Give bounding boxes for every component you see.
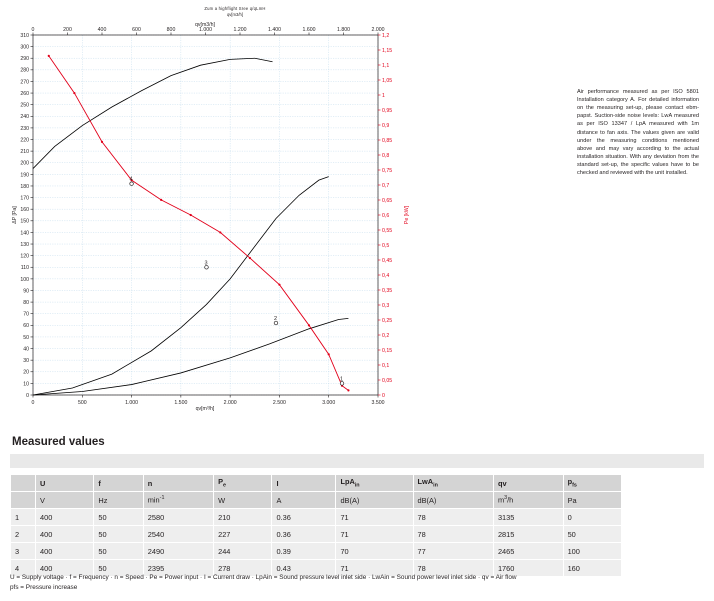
svg-text:1.000: 1.000 (199, 27, 212, 33)
svg-text:200: 200 (63, 27, 72, 33)
cell-i: 0.36 (272, 526, 336, 543)
header-cell-index (11, 475, 36, 492)
cell-lpa: 71 (336, 526, 413, 543)
curves (33, 55, 350, 395)
cell-n: 2580 (143, 509, 213, 526)
svg-text:0: 0 (26, 392, 29, 399)
svg-text:280: 280 (20, 67, 29, 74)
section-divider (10, 454, 704, 468)
operating-point-label: 1 (339, 376, 344, 383)
svg-text:1: 1 (382, 92, 385, 99)
svg-text:1.500: 1.500 (174, 400, 188, 406)
svg-text:0,05: 0,05 (382, 377, 393, 384)
x-axis-label: qv[m³/h] (195, 406, 215, 412)
measurement-note: Air performance measured as per ISO 5801 Installation category A. For detailed information on the measuring set-up, please contact ebm-papst. Suction-side noise levels: LwA measured as per ISO 13347 / LpA measured with 1m distance to fan axis. The values given are valid under the measuring conditions mentioned above and may vary according to the actual installation situation. With any deviation from the standard set-up, the specific values have to be checked and reviewed with the unit installed. (577, 89, 699, 177)
header-cell-pe: $P_e$ (214, 475, 272, 492)
svg-text:0: 0 (31, 27, 35, 33)
measured-values-section (10, 436, 704, 577)
cell-n: 2490 (143, 543, 213, 560)
cell-pe: 244 (214, 543, 272, 560)
svg-text:1.000: 1.000 (125, 400, 139, 406)
cell-n: 2395 (143, 560, 213, 577)
svg-text:230: 230 (20, 125, 29, 132)
cell-lpa: 71 (336, 509, 413, 526)
chart-title: Zum a highflight Sree q/qLmH (204, 6, 266, 11)
operating-point-label: 3 (204, 260, 208, 267)
svg-text:0,7: 0,7 (382, 182, 390, 189)
cell-u: 400 (36, 526, 94, 543)
svg-text:70: 70 (23, 311, 29, 318)
cell-lpa: 71 (336, 560, 413, 577)
header-cell-lwa: LwA$_{in}$ (413, 475, 493, 492)
operating-point-label: 2 (273, 316, 278, 322)
svg-text:600: 600 (132, 27, 141, 33)
cell-lpa: 70 (336, 543, 413, 560)
svg-text:50: 50 (23, 334, 29, 341)
cell-u: 400 (36, 560, 94, 577)
cell-f: 50 (94, 509, 143, 526)
svg-text:0,15: 0,15 (382, 347, 393, 354)
y-axis-label-right: Pe [kW] (404, 205, 410, 225)
cell-index: 3 (11, 543, 36, 560)
table-row (11, 526, 622, 543)
svg-text:1,1: 1,1 (382, 62, 390, 69)
axis-left (20, 33, 33, 399)
cell-qv: 1760 (493, 560, 563, 577)
svg-text:220: 220 (20, 137, 29, 144)
power-curve (49, 56, 349, 390)
svg-text:0,8: 0,8 (382, 152, 390, 159)
operating-point-label: 4 (129, 176, 133, 183)
cell-pe: 227 (214, 526, 272, 543)
footnote-line-2: pfs = Pressure increase (10, 583, 78, 591)
svg-text:0,85: 0,85 (382, 137, 393, 144)
svg-text:90: 90 (23, 288, 29, 295)
svg-text:3.500: 3.500 (371, 400, 385, 406)
unit-cell-lwa: dB(A) (413, 492, 493, 509)
table-units-row (11, 492, 622, 509)
svg-text:0,95: 0,95 (382, 107, 393, 114)
svg-text:0,4: 0,4 (382, 272, 390, 279)
svg-text:140: 140 (20, 230, 29, 237)
svg-text:60: 60 (23, 323, 29, 330)
svg-text:2.000: 2.000 (371, 27, 385, 33)
svg-text:10: 10 (23, 381, 29, 388)
cell-lwa: 78 (413, 560, 493, 577)
cell-pfs: 100 (563, 543, 621, 560)
cell-i: 0.43 (272, 560, 336, 577)
axis-top (32, 27, 385, 35)
svg-text:0,9: 0,9 (382, 122, 390, 129)
svg-text:210: 210 (20, 149, 29, 156)
svg-text:0,3: 0,3 (382, 302, 390, 309)
table-footnote (10, 573, 704, 593)
svg-text:0,45: 0,45 (382, 257, 393, 264)
pressure-curve-upper (33, 58, 273, 168)
svg-text:180: 180 (20, 183, 29, 190)
svg-text:0,65: 0,65 (382, 197, 393, 204)
svg-text:0,35: 0,35 (382, 287, 393, 294)
svg-text:0,1: 0,1 (382, 362, 390, 369)
cell-qv: 2465 (493, 543, 563, 560)
cell-pfs: 160 (563, 560, 621, 577)
pressure-curve-lower (33, 318, 348, 395)
grid-vertical (33, 35, 378, 395)
cell-pe: 278 (214, 560, 272, 577)
unit-cell-pe: W (214, 492, 272, 509)
svg-text:120: 120 (20, 253, 29, 260)
svg-text:200: 200 (20, 160, 29, 167)
svg-text:0,5: 0,5 (382, 242, 390, 249)
cell-qv: 3135 (493, 509, 563, 526)
svg-text:1,2: 1,2 (382, 32, 390, 39)
header-cell-i: I (272, 475, 336, 492)
cell-i: 0.39 (272, 543, 336, 560)
operating-points (130, 177, 344, 386)
svg-text:40: 40 (23, 346, 29, 353)
table-row (11, 509, 622, 526)
footnote-line-1: U = Supply voltage · f = Frequency · n = Speed · Pe = Power input · I = Current draw · LpAin = Sound pressure level inlet side · LwAin = Sound power level inlet side · qv = Air flow (10, 574, 517, 581)
cell-lwa: 78 (413, 526, 493, 543)
header-cell-n: n (143, 475, 213, 492)
svg-text:250: 250 (20, 102, 29, 109)
cell-lwa: 77 (413, 543, 493, 560)
cell-pfs: 50 (563, 526, 621, 543)
svg-text:1.400: 1.400 (268, 27, 281, 33)
svg-text:130: 130 (20, 241, 29, 248)
svg-text:80: 80 (23, 299, 29, 306)
svg-text:160: 160 (20, 207, 29, 214)
svg-text:0,6: 0,6 (382, 212, 390, 219)
cell-index: 4 (11, 560, 36, 577)
svg-text:0,55: 0,55 (382, 227, 393, 234)
cell-f: 50 (94, 526, 143, 543)
svg-text:260: 260 (20, 90, 29, 97)
grid-horizontal (33, 35, 378, 395)
svg-text:3.000: 3.000 (322, 400, 336, 406)
svg-text:2.000: 2.000 (223, 400, 237, 406)
unit-cell-n: $\min^{-1}$ (143, 492, 213, 509)
svg-text:1.800: 1.800 (337, 27, 350, 33)
measured-values-table (10, 474, 622, 577)
unit-cell-i: A (272, 492, 336, 509)
table-row (11, 543, 622, 560)
svg-text:0: 0 (31, 400, 35, 406)
svg-text:30: 30 (23, 358, 29, 365)
svg-text:1,05: 1,05 (382, 77, 393, 84)
measured-values-title: Measured values (12, 436, 105, 448)
svg-text:110: 110 (20, 265, 29, 272)
cell-u: 400 (36, 509, 94, 526)
cell-pe: 210 (214, 509, 272, 526)
cell-pfs: 0 (563, 509, 621, 526)
cell-f: 50 (94, 543, 143, 560)
header-cell-u: U (36, 475, 94, 492)
chart-svg (0, 0, 470, 420)
svg-text:0,75: 0,75 (382, 167, 393, 174)
svg-text:100: 100 (20, 276, 29, 283)
svg-text:270: 270 (20, 79, 29, 86)
cell-index: 1 (11, 509, 36, 526)
y-axis-label: ΔP [Pa] (12, 206, 18, 224)
cell-f: 50 (94, 560, 143, 577)
svg-text:400: 400 (97, 27, 107, 33)
axis-bottom (31, 392, 385, 406)
svg-text:1.600: 1.600 (302, 27, 316, 33)
cell-n: 2540 (143, 526, 213, 543)
cell-i: 0.36 (272, 509, 336, 526)
svg-text:1.200: 1.200 (233, 27, 247, 33)
header-cell-f: f (94, 475, 143, 492)
cell-qv: 2815 (493, 526, 563, 543)
cell-lwa: 78 (413, 509, 493, 526)
unit-cell-lpa: dB(A) (336, 492, 413, 509)
svg-text:0: 0 (382, 392, 385, 399)
header-cell-lpa: LpA$_{in}$ (336, 475, 413, 492)
unit-cell-u: V (36, 492, 94, 509)
axis-right (378, 33, 392, 399)
svg-text:0,25: 0,25 (382, 317, 393, 324)
svg-text:170: 170 (20, 195, 29, 202)
svg-text:300: 300 (20, 44, 29, 51)
svg-text:20: 20 (23, 369, 29, 376)
svg-text:240: 240 (20, 114, 29, 121)
header-cell-qv: qv (493, 475, 563, 492)
table-header-row (11, 475, 622, 492)
header-cell-pfs: $p_{fs}$ (563, 475, 621, 492)
cell-u: 400 (36, 543, 94, 560)
plot-frame (33, 35, 378, 395)
svg-text:190: 190 (20, 172, 29, 179)
unit-cell-f: Hz (94, 492, 143, 509)
svg-text:2.500: 2.500 (272, 400, 286, 406)
svg-text:310: 310 (20, 32, 29, 39)
svg-text:500: 500 (77, 400, 87, 406)
x-axis-label-top: qv[m3/h] (195, 22, 215, 28)
svg-text:800: 800 (166, 27, 176, 33)
svg-text:1,15: 1,15 (382, 47, 393, 54)
unit-cell-qv: $m^3/h$ (493, 492, 563, 509)
chart-subtitle: qv[m3/h] (226, 12, 244, 17)
svg-text:150: 150 (20, 218, 29, 225)
unit-cell-pfs: Pa (563, 492, 621, 509)
cell-index: 2 (11, 526, 36, 543)
svg-text:290: 290 (20, 56, 29, 63)
svg-text:0,2: 0,2 (382, 332, 390, 339)
performance-chart (0, 0, 470, 420)
